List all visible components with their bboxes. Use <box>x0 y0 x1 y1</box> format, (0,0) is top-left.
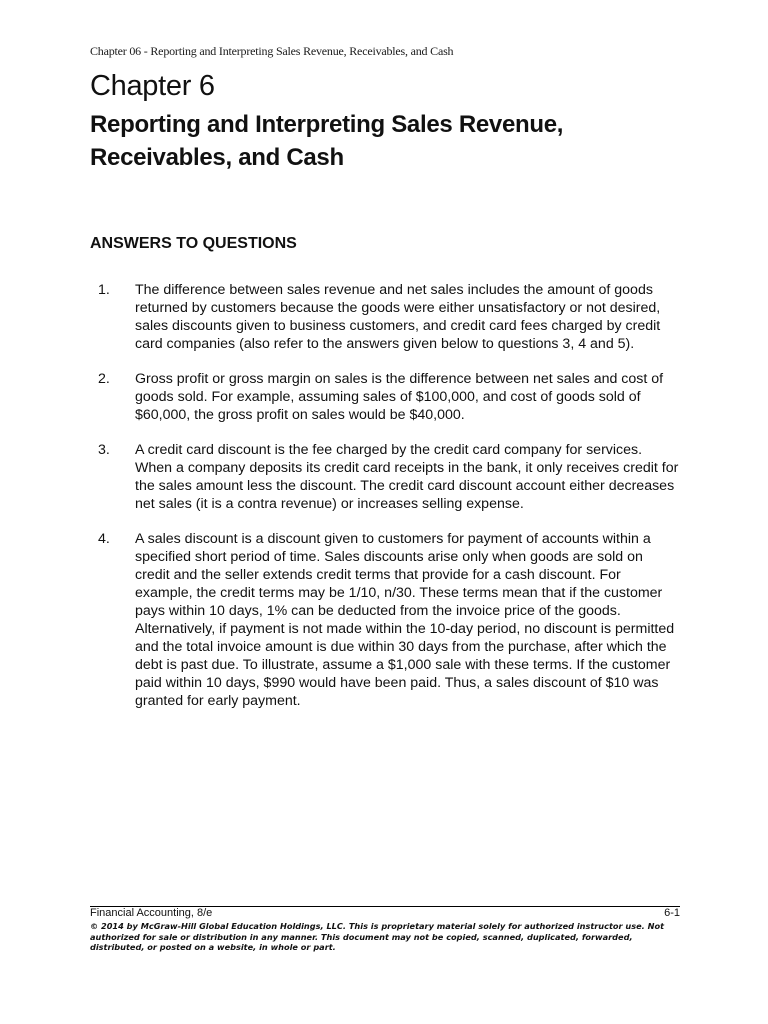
section-heading: ANSWERS TO QUESTIONS <box>90 235 297 252</box>
answer-number: 4. <box>98 531 110 547</box>
footer-page-number: 6-1 <box>664 907 680 919</box>
chapter-title: Reporting and Interpreting Sales Revenue, Receivables, and Cash <box>90 111 564 171</box>
answer-text: Gross profit or gross margin on sales is the difference between net sales and cost of goods sold. For example, assuming sales of $100,000, and cost of goods sold of $60,000, the gross profit on sales would be $40,000. <box>135 371 664 423</box>
answer-number: 1. <box>98 282 110 298</box>
answer-item-2 <box>90 370 680 424</box>
footer-book-title: Financial Accounting, 8/e <box>90 907 213 919</box>
footer-copyright: © 2014 by McGraw-Hill Global Education Holdings, LLC. This is proprietary material solely for authorized instructor use. Not authorized for sale or distribution in any manner. This document may not be copied, scanned, duplicated, forwarded, distributed, or posted on a website, in whole or part. <box>90 921 665 952</box>
answer-item-1 <box>90 281 680 353</box>
answer-item-3 <box>90 441 680 513</box>
answer-text: A credit card discount is the fee charged by the credit card company for services. When a company deposits its credit card receipts in the bank, it only receives credit for the sales amount less the discount. The credit card discount account either decreases net sales (it is a contra revenue) or increases selling expense. <box>135 442 679 512</box>
answer-text: The difference between sales revenue and net sales includes the amount of goods returned by customers because the goods were either unsatisfactory or not desired, sales discounts given to business customers, and credit card fees charged by credit card companies (also refer to the answers given below to questions 3, 4 and 5). <box>135 282 661 352</box>
answers-list <box>90 281 680 727</box>
answer-number: 3. <box>98 442 110 458</box>
answer-number: 2. <box>98 371 110 387</box>
answer-text: A sales discount is a discount given to customers for payment of accounts within a specified short period of time. Sales discounts arise only when goods are sold on credit and the seller extends credit terms that provide for a cash discount. For example, the credit terms may be 1/10, n/30. These terms mean that if the customer pays within 10 days, 1% can be deducted from the invoice price of the goods. Alternatively, if payment is not made within the 10-day period, no discount is permitted and the total invoice amount is due within 30 days from the purchase, after which the debt is past due. To illustrate, assume a $1,000 sale with these terms. If the customer paid within 10 days, $990 would have been paid. Thus, a sales discount of $10 was granted for early payment. <box>135 531 675 709</box>
answer-item-4 <box>90 530 680 710</box>
running-header: Chapter 06 - Reporting and Interpreting Sales Revenue, Receivables, and Cash <box>90 44 454 58</box>
chapter-number: Chapter 6 <box>90 70 215 102</box>
